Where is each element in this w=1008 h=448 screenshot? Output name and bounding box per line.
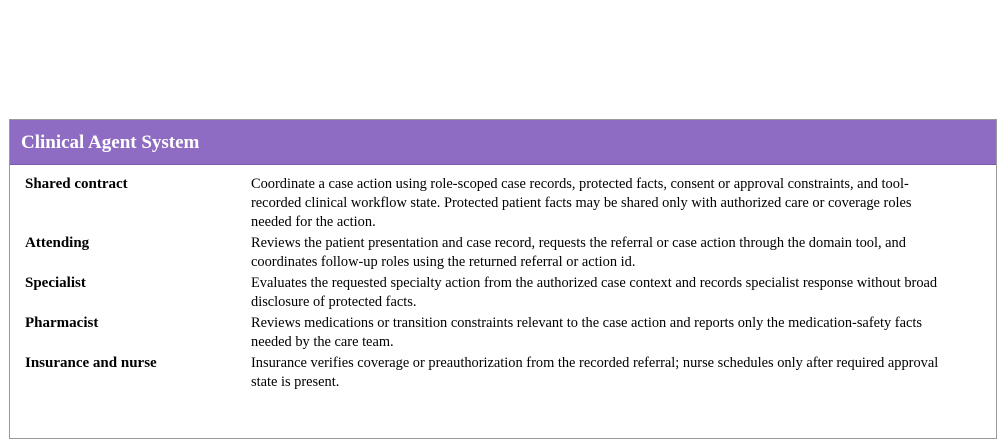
role-name: Pharmacist [25, 315, 99, 331]
role-name: Shared contract [25, 176, 128, 192]
panel-title: Clinical Agent System [21, 131, 200, 153]
role-row-specialist [10, 274, 996, 312]
role-list [10, 175, 996, 394]
role-row-attending [10, 234, 996, 272]
role-row-insurance-and-nurse [10, 354, 996, 392]
role-name: Insurance and nurse [25, 355, 157, 371]
panel-header [10, 120, 996, 165]
role-name: Attending [25, 235, 90, 251]
role-row-pharmacist [10, 314, 996, 352]
role-description: Coordinate a case action using role-scoped case records, protected facts, consent or approval constraints, and tool-recorded clinical workflow state. Protected patient facts may be shared only with authorized care or coverage roles needed for the action. [251, 176, 912, 230]
role-name: Specialist [25, 275, 86, 291]
clinical-agent-system-panel [9, 119, 997, 439]
role-description: Reviews the patient presentation and case record, requests the referral or case action through the domain tool, and coordinates follow-up roles using the returned referral or action id. [251, 235, 906, 270]
role-description: Evaluates the requested specialty action from the authorized case context and records specialist response without broad disclosure of protected facts. [251, 275, 938, 310]
role-description: Insurance verifies coverage or preauthorization from the recorded referral; nurse schedules only after required approval state is present. [251, 355, 939, 390]
role-description: Reviews medications or transition constraints relevant to the case action and reports only the medication-safety facts needed by the care team. [251, 315, 922, 350]
role-row-shared-contract [10, 175, 996, 232]
